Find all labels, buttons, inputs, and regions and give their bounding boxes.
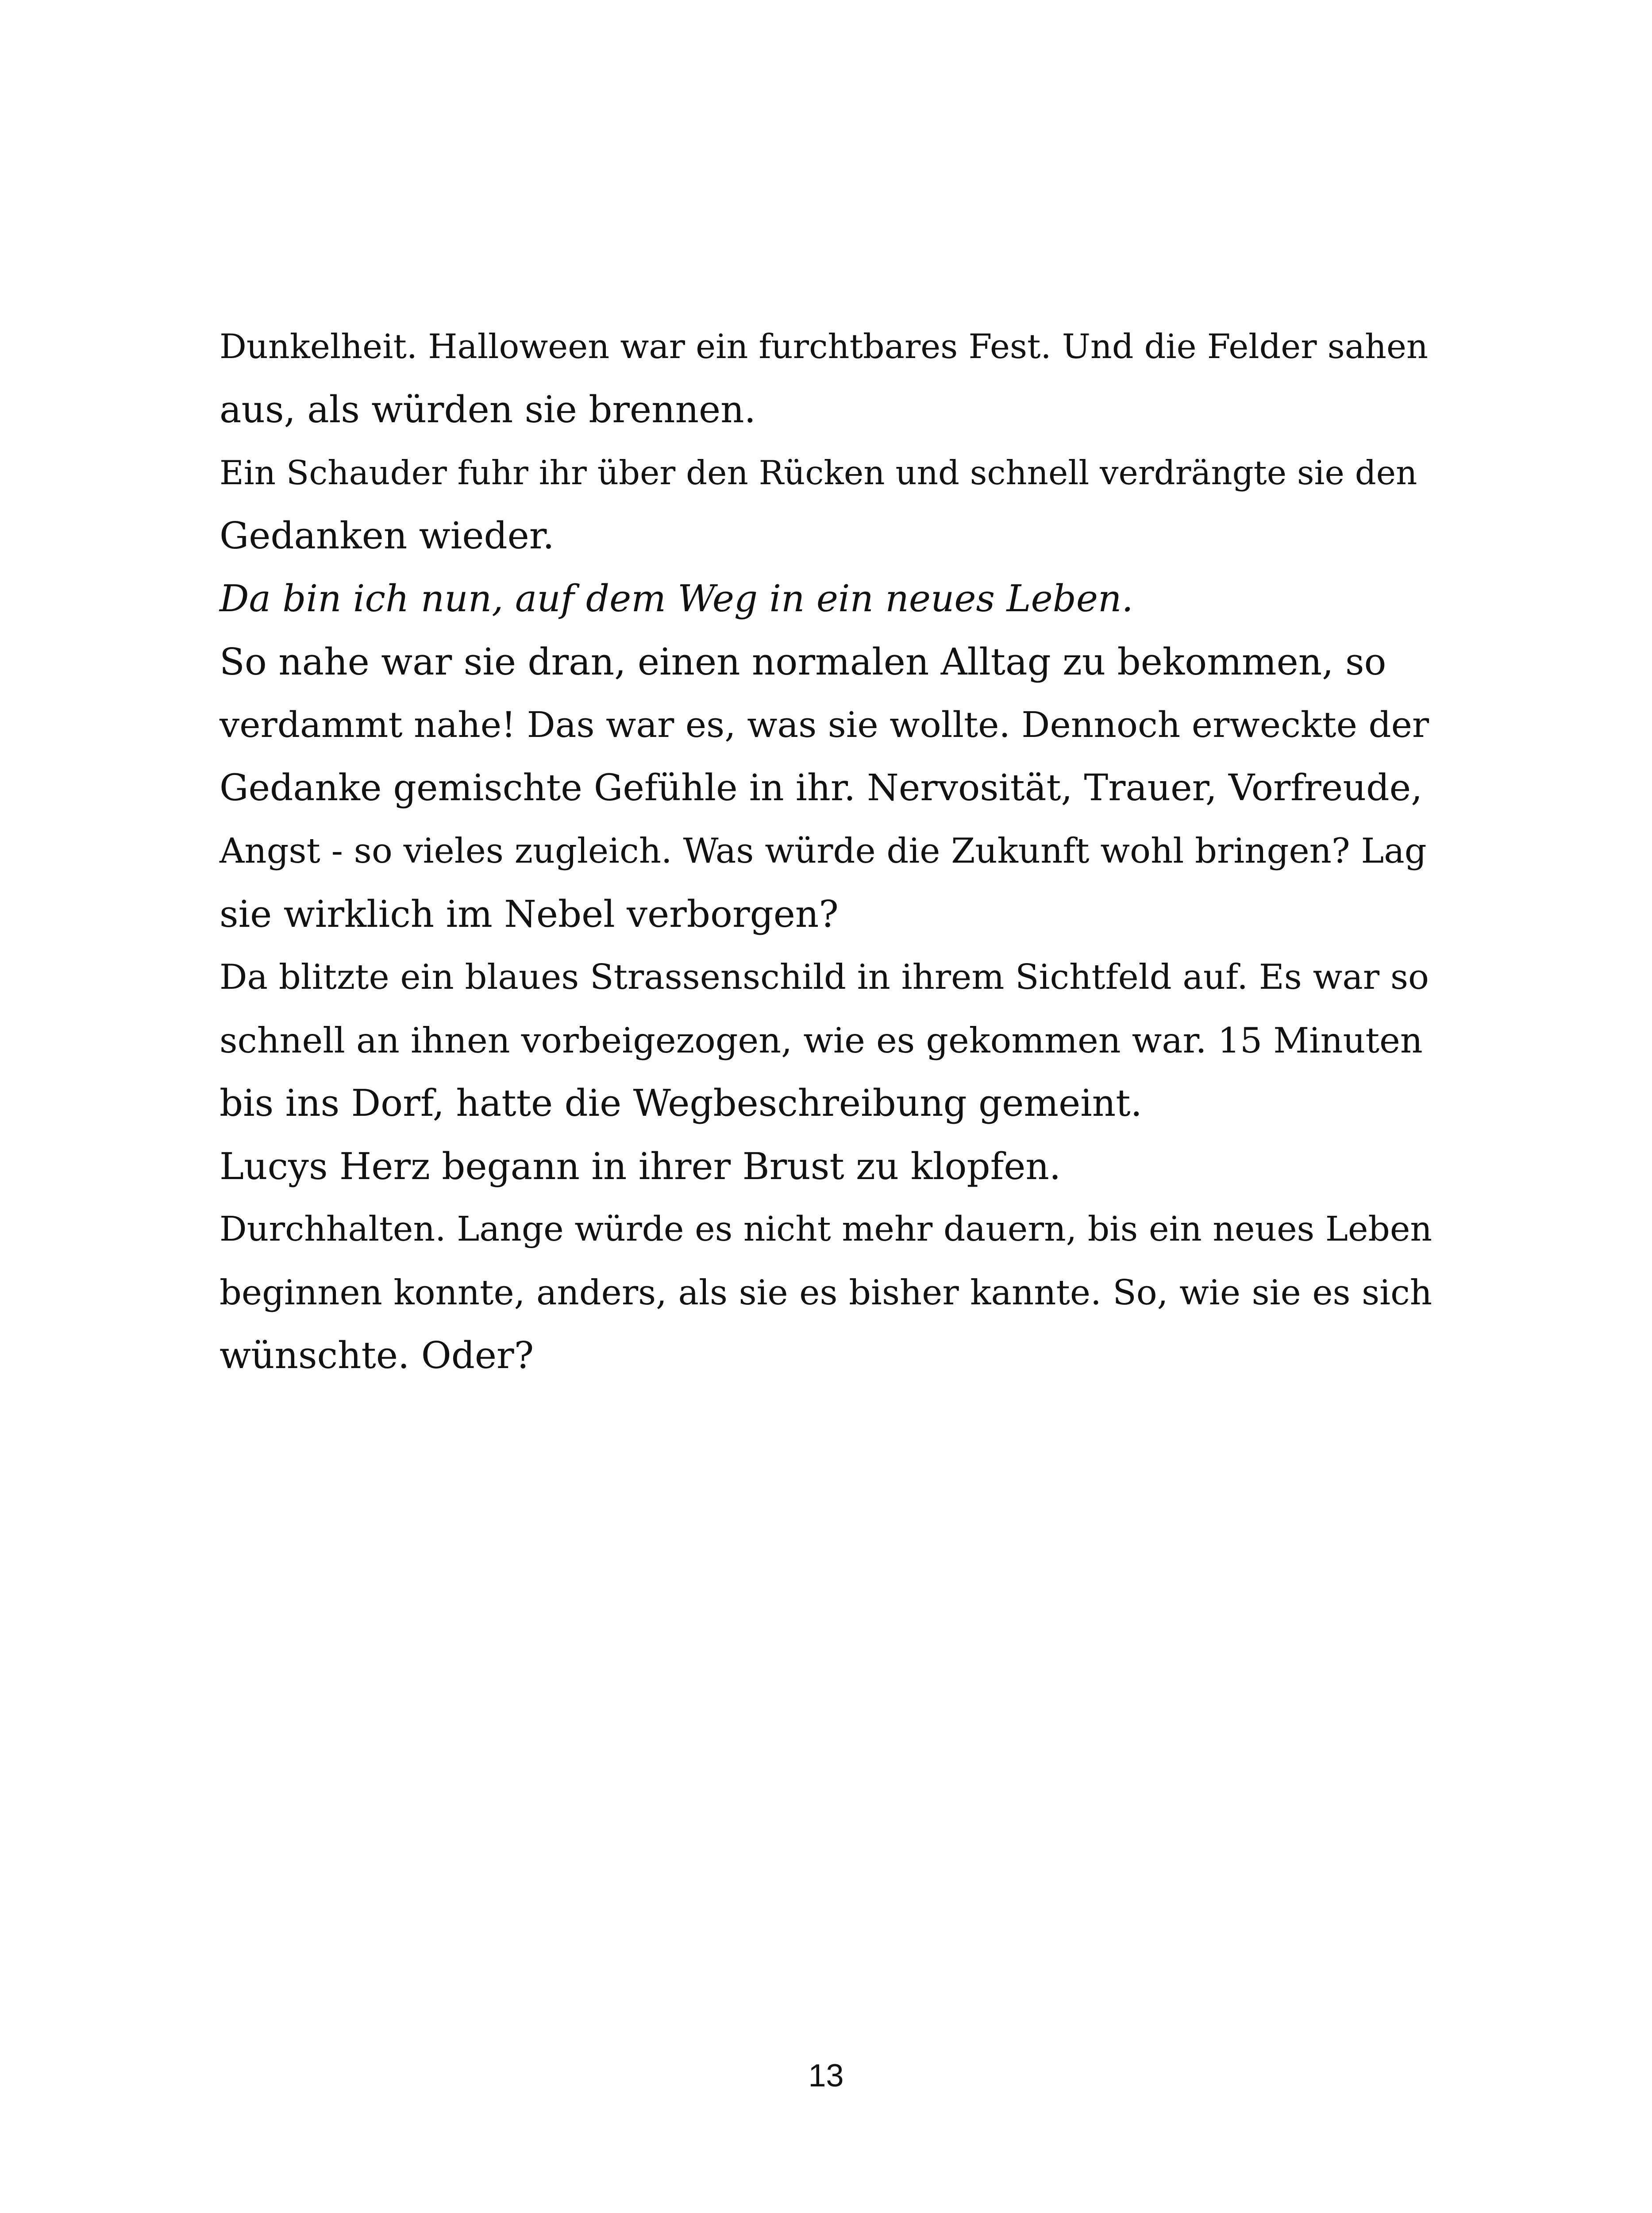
text-line: bis ins Dorf, hatte die Wegbeschreibung gemeint. — [219, 1082, 1142, 1125]
text-line: Da blitzte ein blaues Strassenschild in ihrem Sichtfeld auf. Es war so — [219, 957, 1429, 997]
text-line: Gedanken wieder. — [219, 514, 555, 557]
italic-thought-line: Da bin ich nun, auf dem Weg in ein neues Leben. — [219, 577, 1133, 620]
page-number: 13 — [808, 2058, 844, 2093]
text-line: sie wirklich im Nebel verborgen? — [219, 892, 839, 936]
text-line: Dunkelheit. Halloween war ein furchtbares Fest. Und die Felder sahen — [219, 327, 1428, 366]
text-line: verdammt nahe! Das war es, was sie wollte. Dennoch erweckte der — [219, 704, 1429, 745]
text-line: wünschte. Oder? — [219, 1334, 534, 1377]
text-line: beginnen konnte, anders, als sie es bisher kannte. So, wie sie es sich — [219, 1272, 1432, 1313]
text-line: schnell an ihnen vorbeigezogen, wie es gekommen war. 15 Minuten — [219, 1020, 1423, 1061]
body-text — [219, 315, 1432, 1388]
text-line: Durchhalten. Lange würde es nicht mehr dauern, bis ein neues Leben — [219, 1210, 1432, 1249]
text-line: aus, als würden sie brennen. — [219, 388, 756, 431]
text-line: So nahe war sie dran, einen normalen Alltag zu bekommen, so — [219, 640, 1386, 683]
text-line: Gedanke gemischte Gefühle in ihr. Nervosität, Trauer, Vorfreude, — [219, 767, 1423, 809]
text-line: Ein Schauder fuhr ihr über den Rücken und schnell verdrängte sie den — [219, 453, 1417, 492]
text-line: Lucys Herz begann in ihrer Brust zu klopfen. — [219, 1145, 1061, 1188]
text-line: Angst - so vieles zugleich. Was würde die Zukunft wohl bringen? Lag — [219, 831, 1427, 871]
